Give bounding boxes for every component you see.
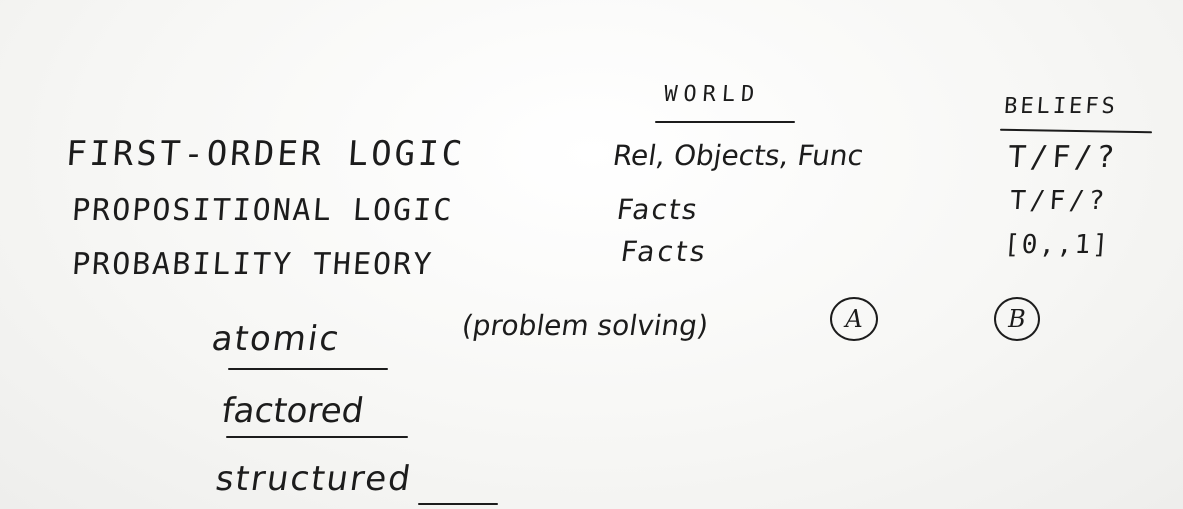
row-logic-probability: PROBABILITY THEORY	[70, 247, 435, 282]
representation-atomic-note: (problem solving)	[459, 309, 711, 342]
circled-marker-b-label: B	[1008, 305, 1026, 333]
world-header-underline	[655, 121, 795, 123]
row-world-probability: Facts	[618, 235, 711, 268]
row-beliefs-propositional: T/F/?	[1008, 186, 1110, 216]
circled-marker-a-label: A	[845, 305, 863, 333]
row-beliefs-first-order: T/F/?	[1006, 140, 1120, 175]
structured-underline	[418, 503, 498, 505]
beliefs-header-underline	[1000, 129, 1152, 134]
row-logic-propositional: PROPOSITIONAL LOGIC	[70, 193, 455, 228]
circled-marker-b	[994, 297, 1040, 341]
circled-marker-a	[830, 297, 878, 341]
beliefs-header: BELIEFS	[1003, 94, 1119, 119]
representation-atomic: atomic	[209, 319, 344, 359]
representation-structured: structured	[213, 459, 415, 499]
row-world-propositional: Facts	[614, 193, 702, 226]
row-logic-first-order: FIRST-ORDER LOGIC	[64, 134, 467, 174]
representation-factored: factored	[219, 391, 367, 431]
row-beliefs-probability: [0,,1]	[1002, 230, 1111, 260]
row-world-first-order: Rel, Objects, Func	[610, 139, 866, 172]
world-header: WORLD	[663, 82, 762, 107]
factored-underline	[226, 436, 408, 438]
atomic-underline	[228, 368, 388, 370]
